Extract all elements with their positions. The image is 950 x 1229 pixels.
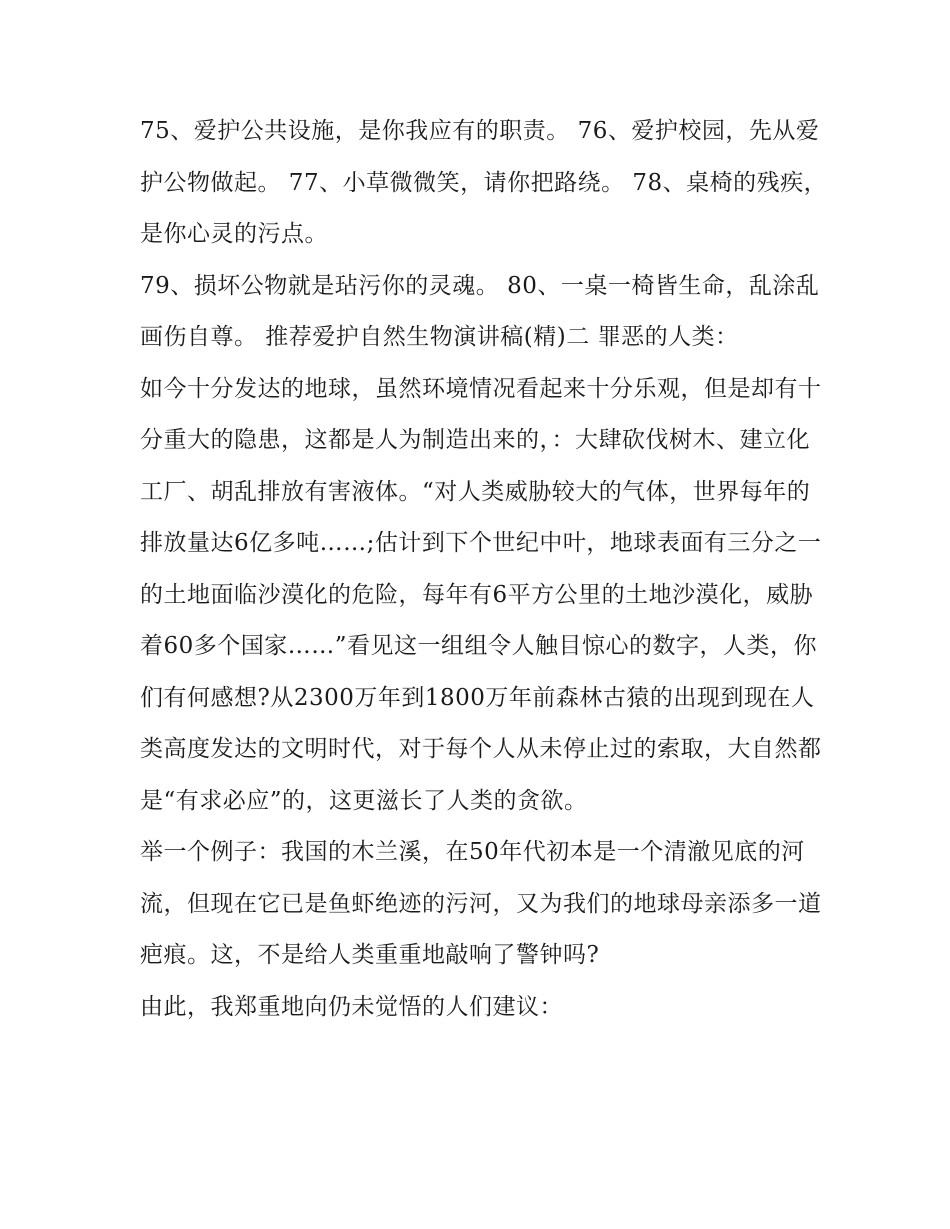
paragraph-earth-hazards: 如今十分发达的地球，虽然环境情况看起来十分乐观，但是却有十分重大的隐患，这都是人为制造出来的，：大肆砍伐树木、建立化工厂、胡乱排放有害液体。“对人类威胁较大的气体，世界每年的排放量达6亿多吨……;估计到下个世纪中叶，地球表面有三分之一的土地面临沙漠化的危险，每年有6平方公里的土地沙漠化，威胁着60多个国家……”看见这一组组令人触目惊心的数字，人类，你们有何感想?从2300万年到1800万年前森林古猿的出现到现在人类高度发达的文明时代，对于每个人从未停止过的索取，大自然都是“有求必应”的，这更滋长了人类的贪欲。: [140, 375, 822, 814]
paragraph-mulan-river-example: 举一个例子：我国的木兰溪，在50年代初本是一个清澈见底的河流，但现在它已是鱼虾绝迹的污河，又为我们的地球母亲添多一道疤痕。这，不是给人类重重地敲响了警钟吗?: [140, 839, 822, 968]
paragraph-suggestion-intro: 由此，我郑重地向仍未觉悟的人们建议：: [140, 993, 563, 1020]
document-body: [140, 106, 830, 1033]
paragraph-slogans-75-78: 75、爱护公共设施，是你我应有的职责。 76、爱护校园，先从爱护公物做起。 77、小草微微笑，请你把路绕。 78、桌椅的残疾，是你心灵的污点。: [140, 118, 828, 247]
paragraph-slogans-79-80: 79、损坏公物就是玷污你的灵魂。 80、一桌一椅皆生命，乱涂乱画伤自尊。 推荐爱护自然生物演讲稿(精)二 罪恶的人类：: [140, 272, 820, 350]
